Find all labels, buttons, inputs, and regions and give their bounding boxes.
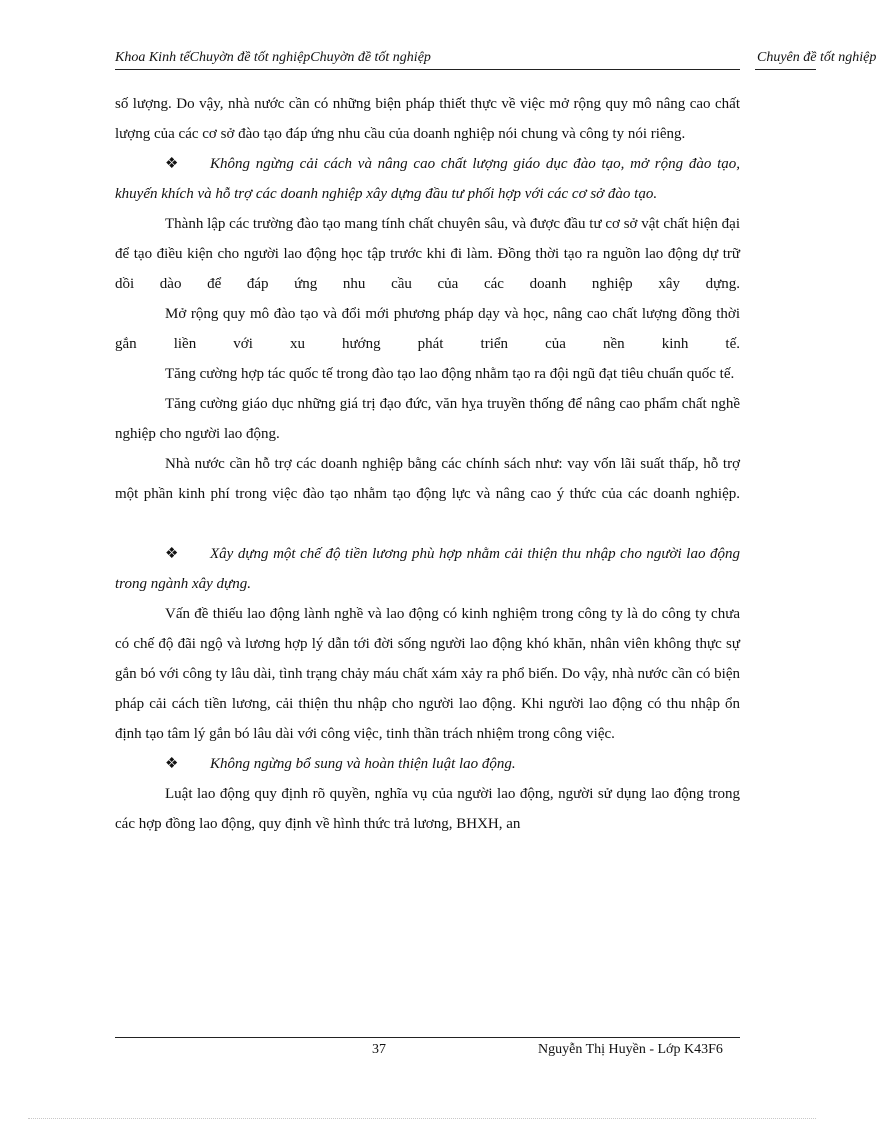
page-body <box>115 89 740 839</box>
paragraph: Vấn đề thiếu lao động lành nghề và lao động có kinh nghiệm trong công ty là do công ty chưa có chế độ đãi ngộ và lương hợp lý dẫn tới đời sống người lao động khó khăn, nhân viên không thực sự gắn bó với công ty lâu dài, tình trạng chảy máu chất xám xảy ra phổ biến. Do vậy, nhà nước cần có biện pháp cải cách tiền lương, cải thiện thu nhập cho người lao động. Khi người lao động có thu nhập ổn định tạo tâm lý gắn bó lâu dài với công việc, tinh thần trách nhiệm trong công việc. <box>115 606 740 742</box>
page-bottom-edge <box>28 1118 816 1119</box>
paragraph: Tăng cường giáo dục những giá trị đạo đức, văn hỵa truyền thống để nâng cao phẩm chất nghề nghiệp cho người lao động. <box>115 396 740 442</box>
section-heading <box>115 149 740 209</box>
paragraph: số lượng. Do vậy, nhà nước cần có những biện pháp thiết thực về việc mở rộng quy mô nâng cao chất lượng của các cơ sở đào tạo đáp ứng nhu cầu của doanh nghiệp nói chung và công ty nói riêng. <box>115 96 740 142</box>
section-heading <box>115 539 740 599</box>
footer-rule <box>115 1037 740 1038</box>
paragraph: Tăng cường hợp tác quốc tế trong đào tạo lao động nhằm tạo ra đội ngũ đạt tiêu chuẩn quốc tế. <box>165 366 735 382</box>
header-rule <box>115 69 740 70</box>
paragraph: Nhà nước cần hỗ trợ các doanh nghiệp bằng các chính sách như: vay vốn lãi suất thấp, hỗ trợ một phần kinh phí trong việc đào tạo nhằm tạo động lực và nâng cao ý thức của các doanh nghiệp. <box>115 456 740 502</box>
header-left-text: Khoa Kinh tếChuyờn đề tốt nghiệpChuyờn đề tốt nghiệp <box>115 50 431 65</box>
section-heading-text: Không ngừng cải cách và nâng cao chất lượng giáo dục đào tạo, mở rộng đào tạo, khuyến khích và hỗ trợ các doanh nghiệp xây dựng đầu tư phối hợp với các cơ sở đào tạo. <box>115 156 740 202</box>
page-header <box>115 50 876 70</box>
section-heading <box>115 749 740 779</box>
paragraph: Thành lập các trường đào tạo mang tính chất chuyên sâu, và được đầu tư cơ sở vật chất hiện đại để tạo điều kiện cho người lao động học tập trước khi đi làm. Đồng thời tạo ra nguồn lao động dự trữ dồi dào để đáp ứng nhu cầu của các doanh nghiệp xây dựng. <box>115 216 740 292</box>
page-number: 37 <box>372 1042 386 1057</box>
spacer <box>115 509 740 539</box>
diamond-bullet-icon: ❖ <box>165 756 179 772</box>
header-right-text: Chuyên đề tốt nghiệp <box>757 50 876 65</box>
section-heading-text: Không ngừng bổ sung và hoàn thiện luật lao động. <box>210 756 516 772</box>
section-heading-text: Xây dựng một chế độ tiền lương phù hợp nhằm cải thiện thu nhập cho người lao động trong ngành xây dựng. <box>115 546 740 592</box>
diamond-bullet-icon: ❖ <box>165 546 179 562</box>
paragraph: Mở rộng quy mô đào tạo và đổi mới phương pháp dạy và học, nâng cao chất lượng đồng thời gắn liền với xu hướng phát triển của nền kinh tế. <box>115 306 740 352</box>
diamond-bullet-icon: ❖ <box>165 156 179 172</box>
paragraph: Luật lao động quy định rõ quyền, nghĩa vụ của người lao động, người sử dụng lao động trong các hợp đồng lao động, quy định về hình thức trả lương, BHXH, an <box>115 786 740 832</box>
header-rule-right <box>755 69 816 70</box>
footer-author: Nguyễn Thị Huyền - Lớp K43F6 <box>538 1042 723 1057</box>
